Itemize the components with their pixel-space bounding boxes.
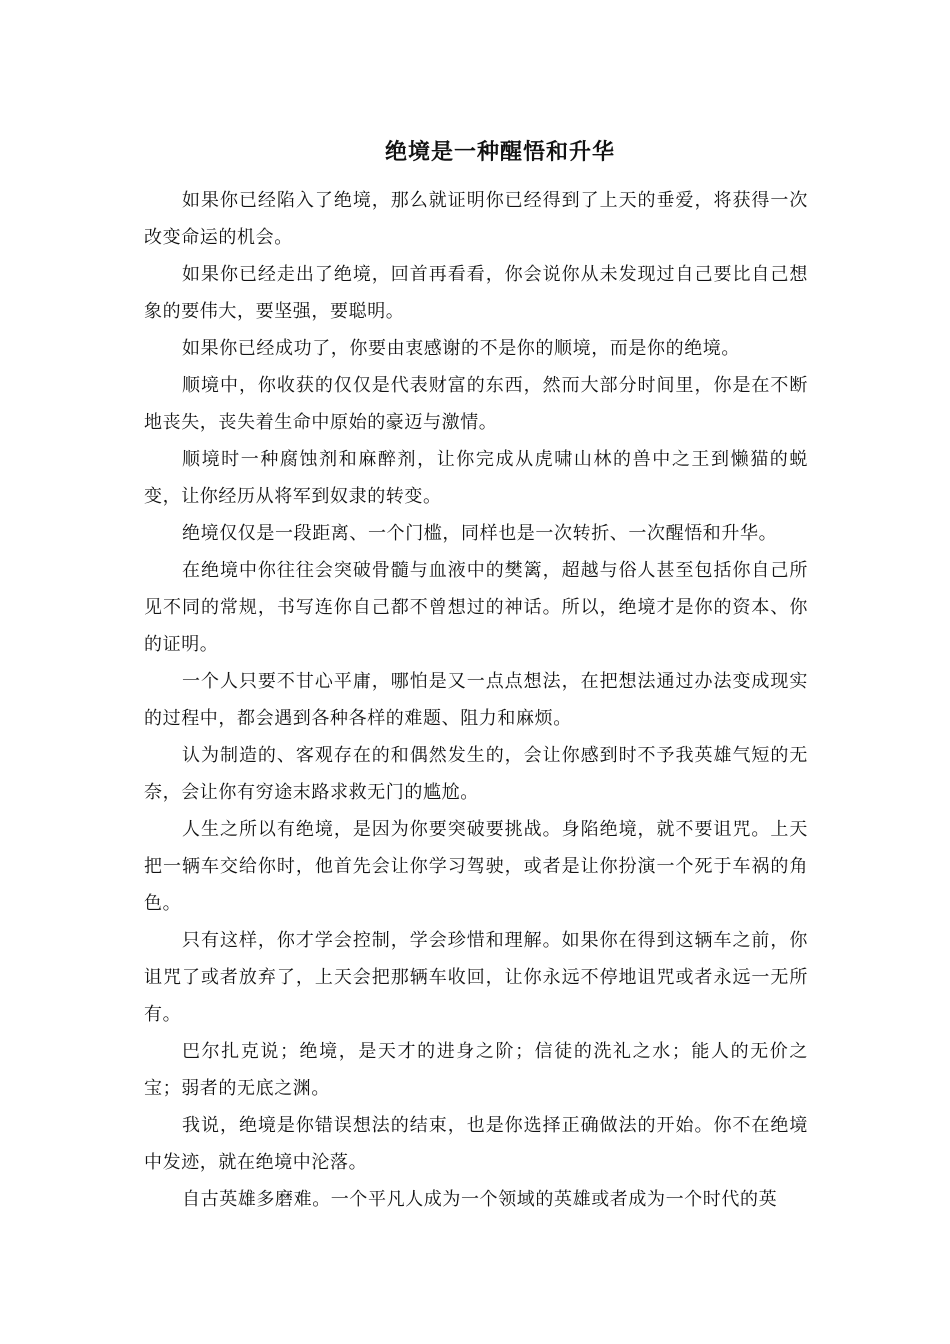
paragraph: 在绝境中你往往会突破骨髓与血液中的樊篱，超越与俗人甚至包括你自己所见不同的常规，书写连你自己都不曾想过的神话。所以，绝境才是你的资本、你的证明。 bbox=[144, 560, 808, 655]
paragraph: 巴尔扎克说；绝境，是天才的进身之阶；信徒的洗礼之水；能人的无价之宝；弱者的无底之渊。 bbox=[144, 1041, 808, 1099]
document-body bbox=[144, 182, 808, 1218]
paragraph: 只有这样，你才学会控制，学会珍惜和理解。如果你在得到这辆车之前，你诅咒了或者放弃了，上天会把那辆车收回，让你永远不停地诅咒或者永远一无所有。 bbox=[144, 930, 808, 1025]
paragraph: 绝境仅仅是一段距离、一个门槛，同样也是一次转折、一次醒悟和升华。 bbox=[182, 523, 778, 544]
document-title: 绝境是一种醒悟和升华 bbox=[384, 139, 615, 165]
paragraph: 如果你已经走出了绝境，回首再看看，你会说你从未发现过自己要比自己想象的要伟大，要坚强，要聪明。 bbox=[144, 264, 808, 322]
paragraph: 我说，绝境是你错误想法的结束，也是你选择正确做法的开始。你不在绝境中发迹，就在绝境中沦落。 bbox=[144, 1115, 808, 1173]
paragraph: 认为制造的、客观存在的和偶然发生的，会让你感到时不予我英雄气短的无奈，会让你有穷途末路求救无门的尴尬。 bbox=[144, 745, 808, 803]
paragraph: 人生之所以有绝境，是因为你要突破要挑战。身陷绝境，就不要诅咒。上天把一辆车交给你时，他首先会让你学习驾驶，或者是让你扮演一个死于车祸的角色。 bbox=[144, 819, 808, 914]
paragraph: 如果你已经成功了，你要由衷感谢的不是你的顺境，而是你的绝境。 bbox=[182, 338, 740, 359]
paragraph: 如果你已经陷入了绝境，那么就证明你已经得到了上天的垂爱，将获得一次改变命运的机会。 bbox=[144, 190, 808, 248]
paragraph: 一个人只要不甘心平庸，哪怕是又一点点想法，在把想法通过办法变成现实的过程中，都会遇到各种各样的难题、阻力和麻烦。 bbox=[144, 671, 808, 729]
paragraph: 顺境时一种腐蚀剂和麻醉剂，让你完成从虎啸山林的兽中之王到懒猫的蜕变，让你经历从将军到奴隶的转变。 bbox=[144, 449, 808, 507]
paragraph: 顺境中，你收获的仅仅是代表财富的东西，然而大部分时间里，你是在不断地丧失，丧失着生命中原始的豪迈与激情。 bbox=[144, 375, 808, 433]
paragraph: 自古英雄多磨难。一个平凡人成为一个领域的英雄或者成为一个时代的英 bbox=[182, 1189, 778, 1210]
